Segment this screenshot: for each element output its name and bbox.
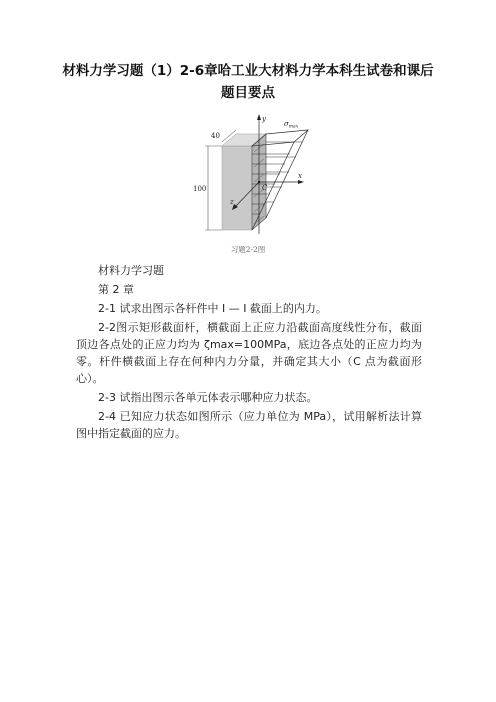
paragraph-2: 第 2 章: [98, 283, 134, 296]
document-body: [76, 262, 422, 444]
axis-x-label: x: [298, 172, 302, 180]
paragraph-3: 2-1 试求出图示各杆件中 I — I 截面上的内力。: [98, 302, 327, 315]
paragraph-5: 2-3 试指出图示各单元体表示哪种应力状态。: [98, 391, 318, 404]
stress-distribution-figure: [190, 112, 310, 240]
paragraph-4: 2-2图示矩形截面杆，横截面上正应力沿截面高度线性分布，截面顶边各点处的正应力均为 ζmax=100MPa，底边各点处的正应力均为零。杆件横截面上存在何种内力分量，并确定其大小（C 点为截面形心）。: [76, 321, 422, 385]
sigma-symbol: σ: [284, 120, 289, 128]
document-title: [60, 60, 436, 104]
figure-drawing: [190, 112, 310, 240]
dimension-left-label: 100: [193, 185, 207, 193]
title-line-2: 题目要点: [221, 85, 275, 101]
sigma-max-label: [284, 120, 299, 130]
axis-y-label: y: [262, 115, 266, 123]
point-c-label: C: [262, 184, 268, 192]
sigma-subscript: max: [288, 124, 299, 130]
dimension-top-label: 40: [211, 132, 220, 140]
paragraph-1: 材料力学习题: [98, 264, 164, 277]
paragraph-6: 2-4 已知应力状态如图所示（应力单位为 MPa），试用解析法计算图中指定截面的应力。: [76, 410, 422, 440]
axis-z-label: z: [230, 198, 234, 206]
figure-caption: 习题2-2图: [230, 245, 266, 254]
title-line-1: 材料力学习题（1）2-6章哈工业大材料力学本科生试卷和课后: [62, 63, 434, 79]
